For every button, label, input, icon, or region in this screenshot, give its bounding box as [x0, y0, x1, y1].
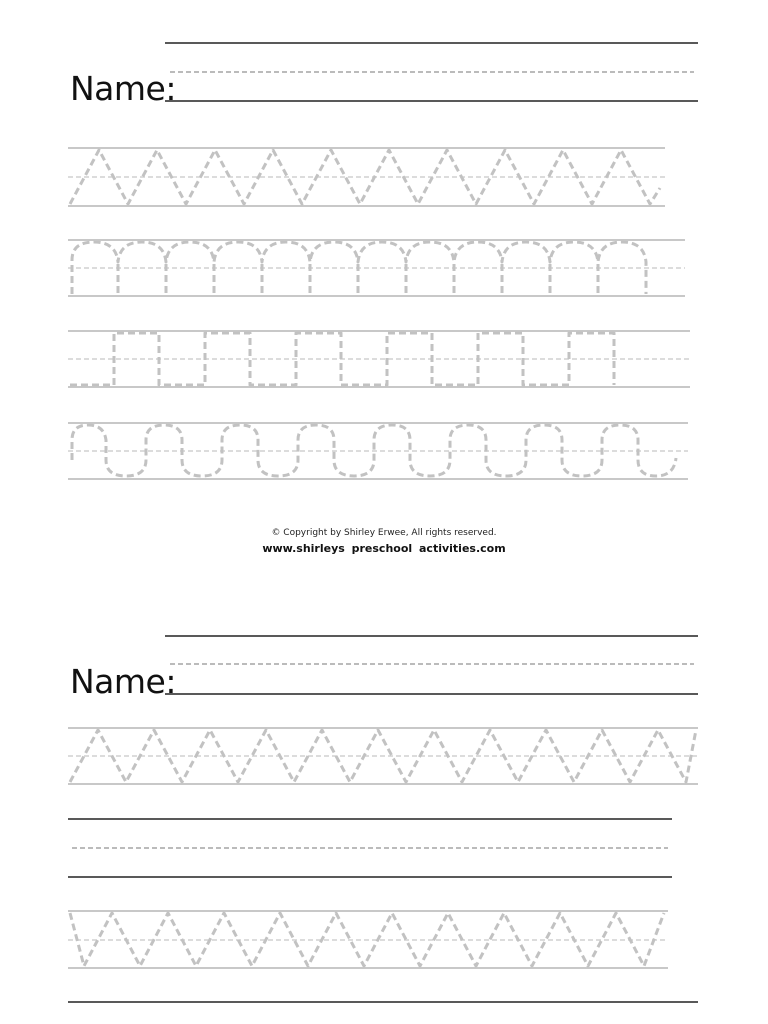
name-writing-lines-top: [165, 43, 698, 101]
tracing-row-peaks-wide: [68, 728, 698, 784]
copyright-text: © Copyright by Shirley Erwee, All rights reserved.: [271, 528, 497, 538]
tracing-row-peaks-small: [68, 911, 668, 968]
name-label-bottom: Name:: [70, 662, 176, 701]
name-label-top: Name:: [70, 69, 176, 108]
website-text: www.shirleys preschool activities.com: [262, 542, 506, 555]
tracing-row-waves: [68, 423, 688, 479]
tracing-row-arches: [68, 240, 685, 296]
blank-writing-lines: [68, 819, 672, 877]
tracing-row-peaks: [68, 148, 665, 206]
tracing-row-castle: [68, 331, 690, 387]
name-writing-lines-bottom: [165, 636, 698, 694]
